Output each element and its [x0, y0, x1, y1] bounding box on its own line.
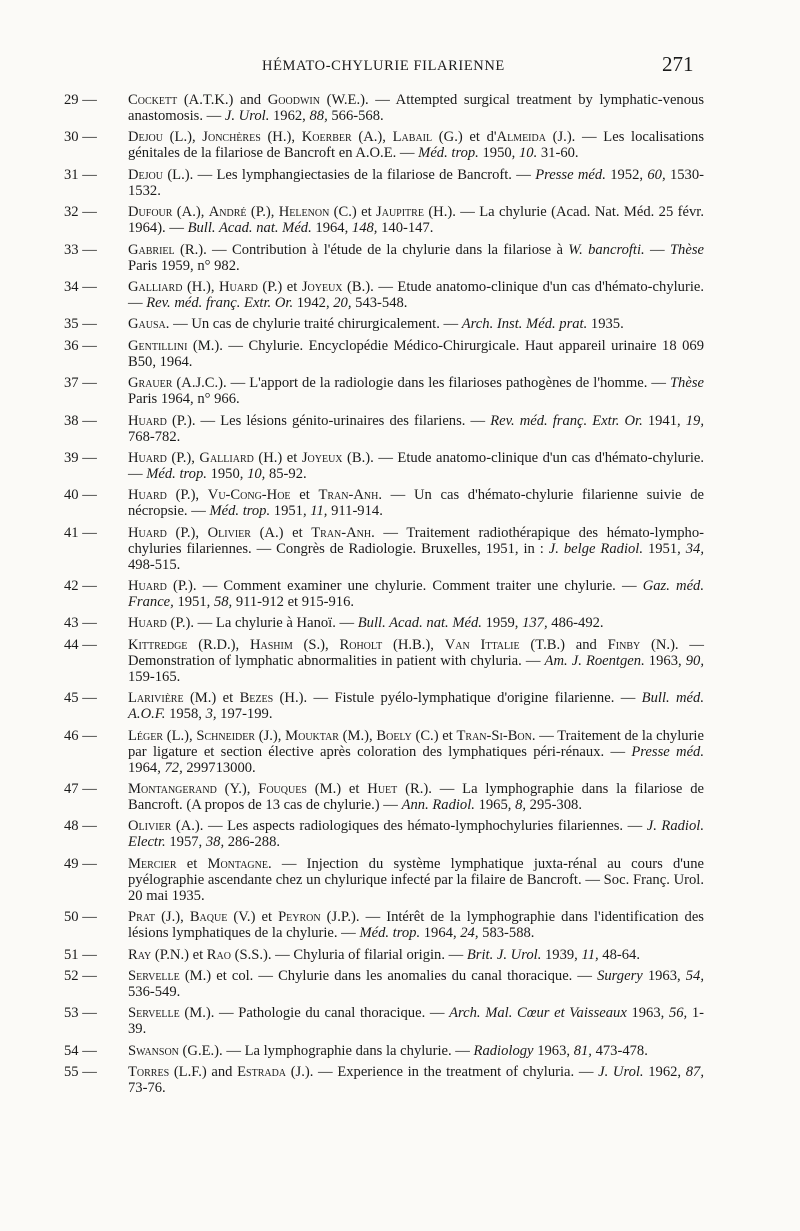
reference-text: (H.),: [260, 129, 302, 146]
italic-citation: Am. J. Roentgen.: [544, 652, 645, 669]
reference-entry: [64, 1005, 704, 1037]
italic-citation: J. Urol.: [224, 108, 270, 124]
italic-citation: J. belge Radiol.: [548, 540, 643, 557]
reference-text: Paris 1959, n° 982.: [128, 257, 240, 274]
reference-text: (H.),: [182, 278, 220, 295]
reference-entry: [64, 487, 704, 519]
reference-text: (P.),: [246, 204, 279, 221]
reference-text: (G.) et d': [432, 129, 497, 146]
author-name: Huard: [128, 578, 167, 595]
author-name: Léger: [128, 727, 164, 744]
italic-citation: 90,: [685, 652, 704, 669]
italic-citation: Ann. Radiol.: [401, 797, 475, 814]
author-name: Gabriel: [128, 241, 175, 258]
author-name: Koerber: [301, 129, 352, 146]
reference-text: (M.). — Pathologie du canal thoracique. —: [179, 1005, 450, 1022]
reference-entry: [64, 204, 704, 236]
reference-text: 1941,: [642, 412, 686, 429]
author-name: Joyeux: [301, 449, 343, 466]
author-name: Bezes: [239, 690, 274, 707]
author-name: Almeida: [496, 129, 546, 146]
reference-number: 37 —: [64, 375, 97, 392]
reference-text: Paris 1964, n° 966.: [128, 391, 240, 408]
author-name: Estrada: [237, 1064, 287, 1081]
author-name: Goodwin: [267, 92, 320, 108]
italic-citation: Arch. Inst. Méd. prat.: [461, 316, 588, 333]
italic-citation: 10.: [518, 145, 538, 162]
reference-text: et: [176, 855, 208, 872]
reference-number: 44 —: [64, 636, 97, 653]
reference-text: 286-288.: [224, 834, 281, 851]
author-name: Boely: [376, 727, 412, 744]
reference-entry: [64, 279, 704, 311]
italic-citation: 137,: [522, 615, 548, 632]
reference-number: 43 —: [64, 615, 97, 632]
author-name: André: [208, 204, 247, 221]
author-name: Olivier: [128, 818, 172, 835]
reference-text: (H.). — Fistule pyélo-lymphatique d'origine filarienne. —: [273, 690, 642, 707]
reference-entry: [64, 242, 704, 274]
reference-number: 52 —: [64, 967, 97, 984]
reference-text: (G.E.). — La lymphographie dans la chylurie. —: [178, 1042, 474, 1059]
reference-entry: [64, 129, 704, 161]
reference-entry: [64, 92, 704, 124]
author-name: Hashim: [249, 636, 293, 653]
reference-text: (P.). — Comment examiner une chylurie. Comment traiter une chylurie. —: [166, 578, 643, 595]
reference-number: 53 —: [64, 1005, 97, 1022]
author-name: Jaupitre: [376, 204, 424, 221]
author-name: Van Ittalie: [444, 636, 520, 653]
reference-text: (L.),: [162, 129, 203, 146]
reference-text: 1935.: [587, 316, 624, 333]
reference-entry: [64, 525, 704, 573]
reference-text: 1959,: [481, 615, 523, 632]
italic-citation: Méd. trop.: [359, 925, 421, 942]
author-name: Finby: [607, 636, 641, 653]
author-name: Swanson: [128, 1042, 179, 1059]
reference-text: 1950,: [206, 465, 248, 482]
author-name: Dufour: [128, 204, 173, 221]
reference-text: 1964,: [311, 220, 352, 237]
italic-citation: Bull. Acad. nat. Méd.: [187, 220, 312, 237]
reference-number: 40 —: [64, 487, 97, 504]
italic-citation: Rev. méd. franç. Extr. Or.: [146, 294, 294, 311]
reference-text: 768-782.: [128, 428, 181, 445]
reference-entry: [64, 1043, 704, 1059]
reference-text: 1950,: [478, 145, 519, 162]
author-name: Rao: [206, 946, 231, 963]
italic-citation: Gaz. méd. France,: [128, 578, 704, 611]
reference-text: (A.),: [351, 129, 393, 146]
reference-text: (H.) et: [253, 449, 302, 466]
italic-citation: Radiology: [473, 1042, 534, 1059]
reference-text: 1952,: [605, 166, 648, 183]
reference-entry: [64, 578, 704, 610]
reference-text: (P.). — Les lésions génito-urinaires des filariens. —: [166, 412, 491, 429]
italic-citation: 60,: [647, 166, 666, 183]
reference-text: 1958,: [165, 706, 206, 723]
italic-citation: J. Radiol. Electr.: [128, 818, 704, 851]
author-name: Mercier: [128, 855, 177, 872]
reference-text: . — Traitement de la chylurie par ligature et section élective après coloration des lymphatiques péri-rénaux. —: [128, 727, 704, 760]
reference-text: 73-76.: [128, 1080, 166, 1097]
italic-citation: Thèse: [669, 241, 704, 258]
reference-entry: [64, 1064, 704, 1096]
reference-text: 498-515.: [128, 556, 181, 573]
page-number: 271: [662, 52, 694, 76]
reference-text: 295-308.: [526, 797, 582, 814]
author-name: Montangerand: [128, 781, 217, 798]
reference-entry: [64, 167, 704, 199]
author-name: Roholt: [339, 636, 383, 653]
reference-text: (W.E.). — Attempted surgical treatment by lymphatic-venous anastomosis. —: [128, 92, 705, 124]
italic-citation: Presse méd.: [535, 166, 606, 183]
reference-text: 911-914.: [327, 503, 383, 520]
reference-number: 32 —: [64, 204, 97, 221]
author-name: Huard: [219, 278, 258, 295]
reference-text: 1951,: [173, 594, 214, 611]
reference-text: 48-64.: [598, 946, 641, 963]
reference-entry: [64, 637, 704, 685]
reference-text: 85-92.: [265, 465, 307, 482]
reference-number: 46 —: [64, 727, 97, 744]
reference-text: (L.),: [163, 727, 197, 744]
reference-text: (P.). — La chylurie à Hanoï. —: [166, 615, 358, 632]
reference-text: 140-147.: [377, 220, 434, 237]
author-name: Kittredge: [128, 636, 188, 653]
reference-text: (J.),: [155, 909, 190, 926]
author-name: Huet: [367, 781, 398, 798]
reference-number: 35 —: [64, 316, 97, 333]
italic-citation: 24,: [460, 925, 479, 942]
reference-entry: [64, 856, 704, 904]
reference-list: [64, 92, 704, 1102]
reference-number: 34 —: [64, 278, 97, 295]
author-name: Ray: [128, 946, 152, 963]
author-name: Huard: [128, 412, 167, 429]
reference-entry: [64, 947, 704, 963]
reference-text: 1964,: [420, 925, 461, 942]
reference-text: (J.),: [255, 727, 286, 744]
italic-citation: 148,: [351, 220, 378, 237]
author-name: Labail: [392, 129, 433, 146]
italic-citation: 72,: [164, 759, 183, 776]
italic-citation: 56,: [668, 1005, 688, 1022]
reference-entry: [64, 375, 704, 407]
reference-text: (R.D.),: [187, 636, 250, 653]
reference-text: (R.). — La lymphographie dans la filariose de Bancroft. (A propos de 13 cas de chylurie.) —: [128, 781, 704, 814]
reference-text: . — Traitement radiothérapique des hémato-lympho-chyluries filariennes. — Congrès de Radiologie. Bruxelles, 1951, in :: [128, 524, 704, 557]
reference-number: 30 —: [64, 129, 97, 146]
italic-citation: Rev. méd. franç. Extr. Or.: [490, 412, 643, 429]
reference-text: 1963,: [642, 967, 686, 984]
reference-text: (L.F.) and: [169, 1064, 238, 1081]
author-name: Tran-Si-Bon: [456, 727, 532, 744]
reference-text: (M.). — Chylurie. Encyclopédie Médico-Chirurgicale. Haut appareil urinaire 18 069 B50, 1964.: [128, 337, 704, 370]
italic-citation: 81,: [573, 1042, 592, 1059]
reference-text: 536-549.: [128, 983, 181, 1000]
author-name: Schneider: [196, 727, 256, 744]
italic-citation: 8,: [515, 797, 527, 814]
reference-text: (T.B.) and: [519, 636, 608, 653]
reference-entry: [64, 316, 704, 332]
reference-entry: [64, 690, 704, 722]
reference-text: (B.). — Etude anatomo-clinique d'un cas d'hémato-chylurie. —: [128, 278, 705, 311]
reference-number: 41 —: [64, 524, 97, 541]
reference-text: 1951,: [643, 540, 686, 557]
author-name: Servelle: [128, 967, 180, 984]
reference-number: 47 —: [64, 781, 97, 798]
reference-text: et: [290, 487, 319, 504]
author-name: Huard: [128, 449, 167, 466]
author-name: Baque: [189, 909, 228, 926]
author-name: Torres: [128, 1064, 170, 1081]
italic-citation: 88,: [309, 108, 328, 124]
reference-entry: [64, 909, 704, 941]
reference-text: 1963,: [626, 1005, 669, 1022]
italic-citation: Méd. trop.: [209, 503, 271, 520]
reference-text: . — Un cas d'hémato-chylurie filarienne suivie de nécropsie. —: [128, 487, 704, 520]
reference-text: . — Un cas de chylurie traité chirurgicalement. —: [165, 316, 462, 333]
reference-text: (C.) et: [411, 727, 457, 744]
reference-text: 1939,: [541, 946, 582, 963]
reference-text: (P.),: [166, 487, 208, 504]
reference-entry: [64, 781, 704, 813]
author-name: Huard: [128, 615, 167, 632]
reference-text: 1963,: [644, 652, 686, 669]
reference-text: 159-165.: [128, 668, 181, 685]
reference-text: (Y.),: [216, 781, 259, 798]
author-name: Helenon: [278, 204, 330, 221]
author-name: Huard: [128, 524, 167, 541]
italic-citation: Arch. Mal. Cœur et Vaisseaux: [449, 1005, 627, 1022]
author-name: Huard: [128, 487, 167, 504]
italic-citation: Bull. méd. A.O.F.: [128, 690, 704, 723]
italic-citation: 58,: [213, 594, 233, 611]
reference-text: (A.) et: [250, 524, 312, 541]
author-name: Montagne: [207, 855, 268, 872]
author-name: Tran-Anh: [318, 487, 379, 504]
author-name: Cockett: [128, 92, 178, 108]
italic-citation: Surgery: [597, 967, 643, 984]
reference-text: 1962,: [269, 108, 310, 124]
author-name: Tran-Anh: [311, 524, 372, 541]
reference-text: 473-478.: [591, 1042, 648, 1059]
running-title: HÉMATO-CHYLURIE FILARIENNE: [262, 58, 505, 74]
reference-text: 911-912 et 915-916.: [232, 594, 355, 611]
reference-number: 38 —: [64, 412, 97, 429]
reference-text: 299713000.: [182, 759, 256, 776]
author-name: Galliard: [128, 278, 183, 295]
reference-number: 54 —: [64, 1042, 97, 1059]
reference-text: —: [644, 241, 670, 258]
reference-number: 33 —: [64, 241, 97, 258]
reference-text: (M.) et: [183, 690, 240, 707]
reference-text: 1530-1532.: [128, 166, 704, 199]
reference-text: 1957,: [165, 834, 206, 851]
reference-entry: [64, 728, 704, 776]
reference-number: 48 —: [64, 818, 97, 835]
reference-text: (A.T.K.) and: [177, 92, 268, 108]
author-name: Mouktar: [285, 727, 339, 744]
author-name: Gausa: [128, 316, 166, 333]
reference-number: 49 —: [64, 855, 97, 872]
author-name: Gentillini: [128, 337, 188, 354]
reference-text: (S.),: [292, 636, 340, 653]
reference-entry: [64, 968, 704, 1000]
reference-text: (R.). — Contribution à l'étude de la chylurie dans la filariose à: [174, 241, 569, 258]
reference-entry: [64, 818, 704, 850]
reference-text: (P.),: [166, 524, 208, 541]
reference-text: (H.). — La chylurie (Acad. Nat. Méd. 25 févr. 1964). —: [128, 204, 704, 237]
reference-text: 566-568.: [327, 108, 384, 124]
italic-citation: 10,: [247, 465, 266, 482]
italic-citation: 19,: [685, 412, 704, 429]
reference-text: (A.),: [172, 204, 209, 221]
reference-number: 50 —: [64, 909, 97, 926]
reference-text: 197-199.: [216, 706, 273, 723]
reference-text: (J.). — Les localisations génitales de la filariose de Bancroft en A.O.E. —: [128, 129, 705, 162]
reference-number: 29 —: [64, 92, 97, 108]
reference-number: 36 —: [64, 337, 97, 354]
italic-citation: 54,: [685, 967, 704, 984]
reference-text: 1962,: [643, 1064, 686, 1081]
reference-text: 1942,: [293, 294, 334, 311]
author-name: Galliard: [199, 449, 254, 466]
author-name: Dejou: [128, 166, 163, 183]
reference-text: (A.J.C.). — L'apport de la radiologie dans les filarioses pathogènes de l'homme. —: [172, 375, 670, 392]
reference-text: 1965,: [474, 797, 516, 814]
reference-text: 583-588.: [478, 925, 535, 942]
author-name: Larivière: [128, 690, 184, 707]
reference-text: 486-492.: [547, 615, 604, 632]
italic-citation: Presse méd.: [631, 743, 704, 760]
reference-number: 42 —: [64, 578, 97, 595]
reference-text: . — Injection du système lymphatique juxta-rénal au cours d'une pyélographie ascendante chez un chylurique infecté par la filaire de Bancroft. — Soc. Franç. Urol. 20 mai 1935.: [128, 855, 704, 904]
reference-text: (V.) et: [227, 909, 279, 926]
reference-text: 1964,: [128, 759, 165, 776]
italic-citation: 38,: [205, 834, 225, 851]
reference-text: 1951,: [270, 503, 311, 520]
author-name: Joyeux: [301, 278, 343, 295]
reference-text: 1-39.: [128, 1005, 705, 1038]
reference-text: (J.P.). — Intérêt de la lymphographie dans l'identification des lésions lymphatiques de la chylurie. —: [128, 909, 704, 942]
italic-citation: Bull. Acad. nat. Méd.: [357, 615, 482, 632]
reference-text: (M.) et col. — Chylurie dans les anomalies du canal thoracique. —: [179, 967, 598, 984]
reference-text: (P.),: [166, 449, 200, 466]
reference-text: (P.) et: [257, 278, 302, 295]
reference-text: (S.S.). — Chyluria of filarial origin. —: [230, 946, 467, 963]
running-head: [0, 52, 800, 82]
italic-citation: J. Urol.: [598, 1064, 644, 1081]
italic-citation: 87,: [685, 1064, 704, 1081]
author-name: Vu-Cong-Hoe: [207, 487, 291, 504]
author-name: Dejou: [128, 129, 163, 146]
reference-text: 543-548.: [351, 294, 408, 311]
reference-number: 51 —: [64, 946, 97, 963]
italic-citation: Méd. trop.: [146, 465, 207, 482]
reference-text: (H.B.),: [382, 636, 445, 653]
author-name: Olivier: [207, 524, 251, 541]
reference-number: 39 —: [64, 449, 97, 466]
reference-text: (B.). — Etude anatomo-clinique d'un cas d'hémato-chylurie. —: [128, 449, 705, 482]
reference-number: 45 —: [64, 690, 97, 707]
reference-number: 31 —: [64, 166, 97, 183]
reference-text: 31-60.: [537, 145, 579, 162]
reference-text: (C.) et: [329, 204, 377, 221]
reference-text: (J.). — Experience in the treatment of chyluria. —: [286, 1064, 599, 1081]
reference-entry: [64, 615, 704, 631]
italic-citation: 34,: [685, 540, 704, 557]
reference-text: 1963,: [533, 1042, 574, 1059]
author-name: Fouques: [258, 781, 307, 798]
italic-citation: Thèse: [669, 375, 704, 392]
italic-citation: 11,: [310, 503, 328, 520]
italic-citation: Brit. J. Urol.: [466, 946, 542, 963]
author-name: Grauer: [128, 375, 173, 392]
reference-text: (M.) et: [306, 781, 368, 798]
reference-entry: [64, 450, 704, 482]
italic-citation: 3,: [205, 706, 217, 723]
italic-citation: 11,: [581, 946, 599, 963]
author-name: Peyron: [278, 909, 321, 926]
reference-text: (M.),: [338, 727, 377, 744]
author-name: Jonchères: [202, 129, 261, 146]
reference-text: (L.). — Les lymphangiectasies de la filariose de Bancroft. —: [162, 166, 536, 183]
italic-citation: 20,: [333, 294, 352, 311]
reference-entry: [64, 413, 704, 445]
italic-citation: Méd. trop.: [418, 145, 479, 162]
author-name: Prat: [128, 909, 156, 926]
reference-number: 55 —: [64, 1064, 97, 1081]
reference-text: (A.). — Les aspects radiologiques des hémato-lymphochyluries filariennes. —: [171, 818, 647, 835]
reference-text: (N.). — Demonstration of lymphatic abnormalities in patient with chyluria. —: [128, 636, 704, 669]
author-name: Servelle: [128, 1005, 180, 1022]
italic-citation: W. bancrofti.: [568, 241, 645, 258]
reference-text: (P.N.) et: [151, 946, 207, 963]
reference-entry: [64, 338, 704, 370]
